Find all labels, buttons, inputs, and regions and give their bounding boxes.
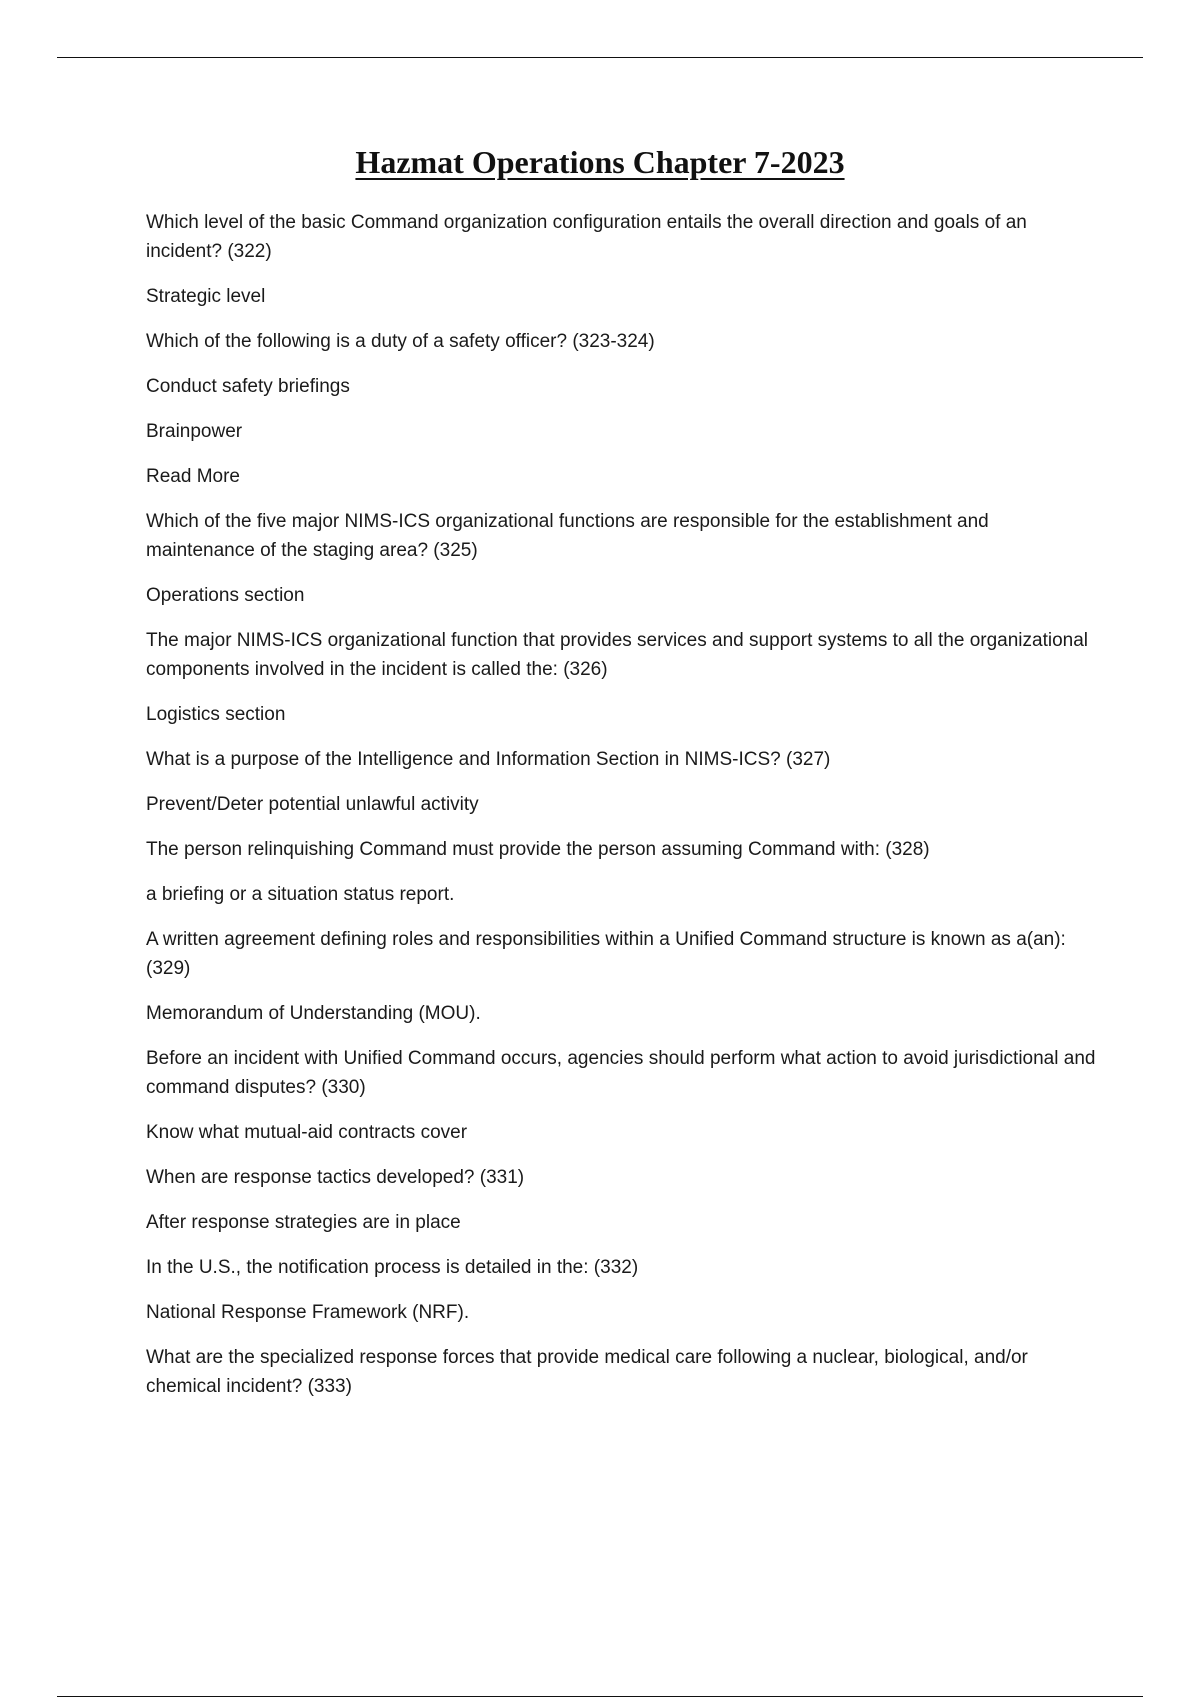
brainpower-text: Brainpower (146, 421, 243, 442)
bottom-rule (57, 1696, 1143, 1697)
question-paragraph: Which of the following is a duty of a safety officer? (323-324) (146, 331, 655, 352)
answer-paragraph: Know what mutual-aid contracts cover (146, 1122, 468, 1143)
question-paragraph: What is a purpose of the Intelligence and Information Section in NIMS-ICS? (327) (146, 749, 831, 770)
question-paragraph: Which of the five major NIMS-ICS organizational functions are responsible for the establishment and maintenance of the staging area? (325) (146, 511, 989, 561)
question-paragraph: The major NIMS-ICS organizational function that provides services and support systems to all the organizational components involved in the incident is called the: (326) (146, 630, 1089, 680)
question-paragraph: Before an incident with Unified Command occurs, agencies should perform what action to avoid jurisdictional and command disputes? (330) (146, 1048, 1096, 1098)
answer-paragraph: Prevent/Deter potential unlawful activity (146, 794, 479, 815)
answer-paragraph: Memorandum of Understanding (MOU). (146, 1003, 481, 1024)
answer-paragraph: Operations section (146, 585, 305, 606)
document-title: Hazmat Operations Chapter 7-2023 (355, 144, 845, 180)
question-paragraph: In the U.S., the notification process is detailed in the: (332) (146, 1257, 639, 1278)
top-rule (57, 57, 1143, 58)
answer-paragraph: Strategic level (146, 286, 266, 307)
question-paragraph: The person relinquishing Command must provide the person assuming Command with: (328) (146, 839, 930, 860)
question-paragraph: When are response tactics developed? (331) (146, 1167, 525, 1188)
answer-paragraph: a briefing or a situation status report. (146, 884, 455, 905)
question-paragraph: Which level of the basic Command organization configuration entails the overall direction and goals of an incident? (322) (146, 212, 1027, 262)
question-paragraph: A written agreement defining roles and responsibilities within a Unified Command structure is known as a(an): (329) (146, 929, 1066, 979)
answer-paragraph: After response strategies are in place (146, 1212, 461, 1233)
question-paragraph: What are the specialized response forces that provide medical care following a nuclear, biological, and/or chemical incident? (333) (146, 1347, 1028, 1397)
answer-paragraph: Logistics section (146, 704, 286, 725)
answer-paragraph: National Response Framework (NRF). (146, 1302, 470, 1323)
read-more-text: Read More (146, 466, 240, 487)
document-body (146, 208, 1096, 1417)
answer-paragraph: Conduct safety briefings (146, 376, 350, 397)
